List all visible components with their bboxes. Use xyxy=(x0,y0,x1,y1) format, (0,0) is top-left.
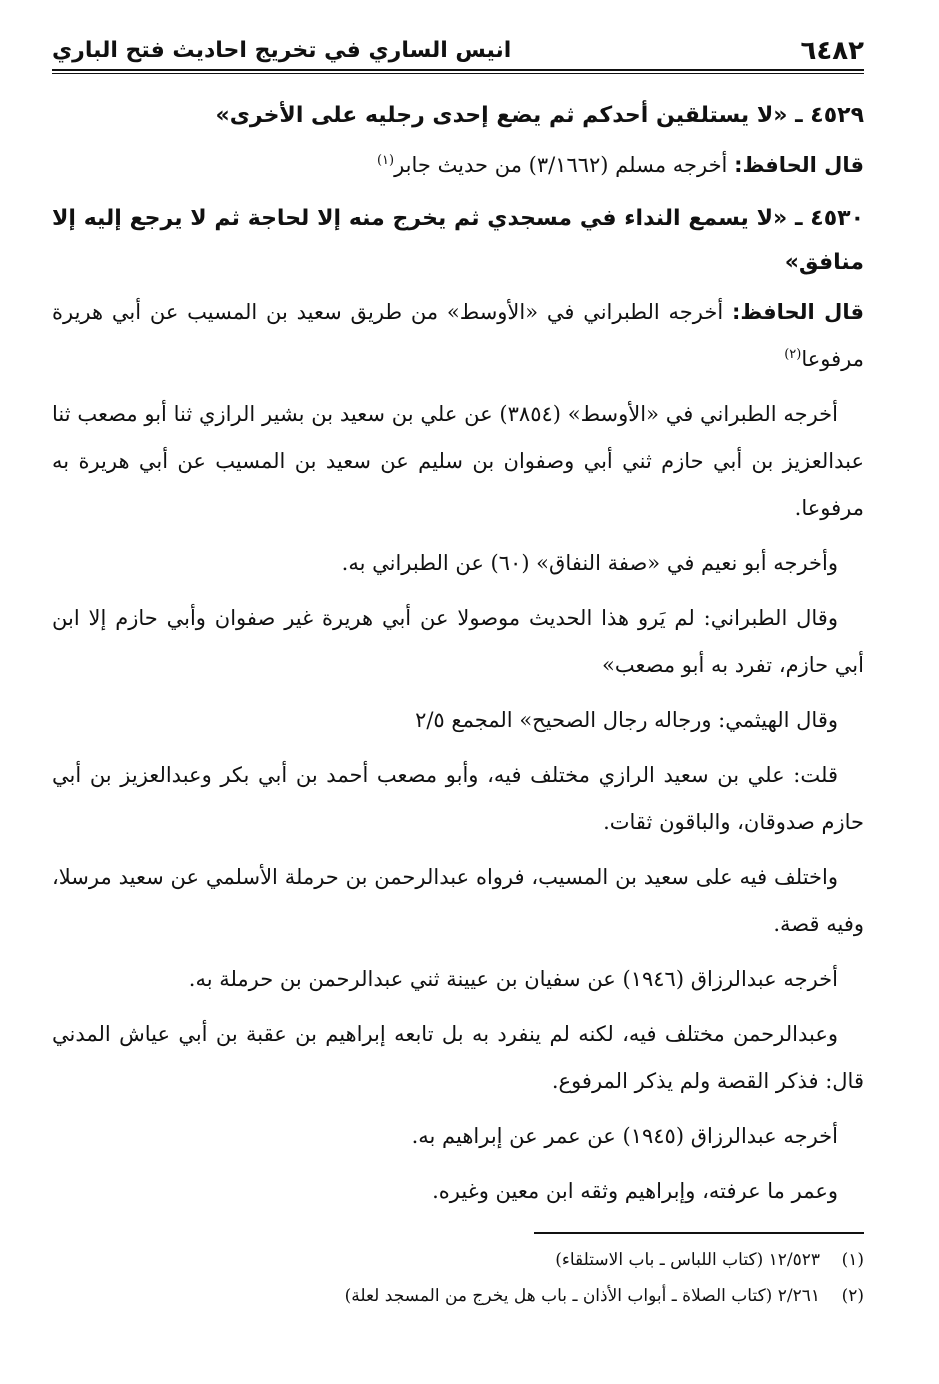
paragraph xyxy=(52,142,864,189)
paragraph-lead: قال الحافظ: xyxy=(734,153,864,177)
paragraph xyxy=(52,289,864,383)
page-number: ٦٤٨٢ xyxy=(800,36,864,66)
footnote-marker[interactable]: (٢) xyxy=(784,347,802,362)
paragraph-lead: قال الحافظ: xyxy=(731,300,864,324)
page-body xyxy=(52,92,864,1223)
footnote-number: (٢) xyxy=(841,1286,864,1306)
hadith-title-4529: ٤٥٢٩ ـ «لا يستلقين أحدكم ثم يضع إحدى رجليه على الأخرى» xyxy=(215,103,864,128)
footnote-rule xyxy=(534,1232,864,1234)
paragraph: واختلف فيه على سعيد بن المسيب، فرواه عبدالرحمن بن حرملة الأسلمي عن سعيد مرسلا، وفيه قصة. xyxy=(52,865,864,936)
footnote-text: ٢/٢٦١ (كتاب الصلاة ـ أبواب الأذان ـ باب هل يخرج من المسجد لعلة) xyxy=(344,1286,820,1306)
paragraph: وعمر ما عرفته، وإبراهيم وثقه ابن معين وغيره. xyxy=(432,1179,838,1203)
page-header xyxy=(52,30,864,74)
paragraph: وعبدالرحمن مختلف فيه، لكنه لم ينفرد به بل تابعه إبراهيم بن عقبة بن أبي عياش المدني قال: فذكر القصة ولم يذكر المرفوع. xyxy=(52,1022,864,1093)
paragraph-text: أخرجه مسلم (٣/١٦٦٢) من حديث جابر xyxy=(394,153,735,177)
hadith-title-4530: ٤٥٣٠ ـ «لا يسمع النداء في مسجدي ثم يخرج منه إلا لحاجة ثم لا يرجع إليه إلا منافق» xyxy=(52,206,864,275)
paragraph: وقال الطبراني: لم يَرو هذا الحديث موصولا عن أبي هريرة غير صفوان وأبي حازم إلا ابن أبي حازم، تفرد به أبو مصعب» xyxy=(52,606,864,677)
header-rule xyxy=(52,69,864,74)
footnote-number: (١) xyxy=(841,1250,864,1270)
paragraph-text: أخرجه الطبراني في «الأوسط» من طريق سعيد بن المسيب عن أبي هريرة مرفوعا xyxy=(52,300,864,371)
paragraph: أخرجه عبدالرزاق (١٩٤٦) عن سفيان بن عيينة ثني عبدالرحمن بن حرملة به. xyxy=(188,967,838,991)
running-title: انيس الساري في تخريج احاديث فتح الباري xyxy=(52,38,512,63)
footnote-2 xyxy=(52,1278,864,1314)
footnote-marker[interactable]: (١) xyxy=(376,153,395,168)
paragraph: أخرجه عبدالرزاق (١٩٤٥) عن عمر عن إبراهيم به. xyxy=(411,1124,838,1148)
footnote-text: ١٢/٥٢٣ (كتاب اللباس ـ باب الاستلقاء) xyxy=(555,1250,820,1270)
paragraph: وأخرجه أبو نعيم في «صفة النفاق» (٦٠) عن الطبراني به. xyxy=(341,551,838,575)
footnote-1 xyxy=(52,1242,864,1278)
paragraph: قلت: علي بن سعيد الرازي مختلف فيه، وأبو مصعب أحمد بن أبي بكر وعبدالعزيز بن أبي حازم صدوقان، والباقون ثقات. xyxy=(52,763,864,834)
footnotes xyxy=(52,1232,864,1314)
paragraph: أخرجه الطبراني في «الأوسط» (٣٨٥٤) عن علي بن سعيد بن بشير الرازي ثنا أبو مصعب ثنا عبدالعزيز بن أبي حازم ثني أبي وصفوان بن سليم عن سعيد بن المسيب عن أبي هريرة به مرفوعا. xyxy=(52,402,864,520)
paragraph: وقال الهيثمي: ورجاله رجال الصحيح» المجمع ٢/٥ xyxy=(415,708,838,732)
